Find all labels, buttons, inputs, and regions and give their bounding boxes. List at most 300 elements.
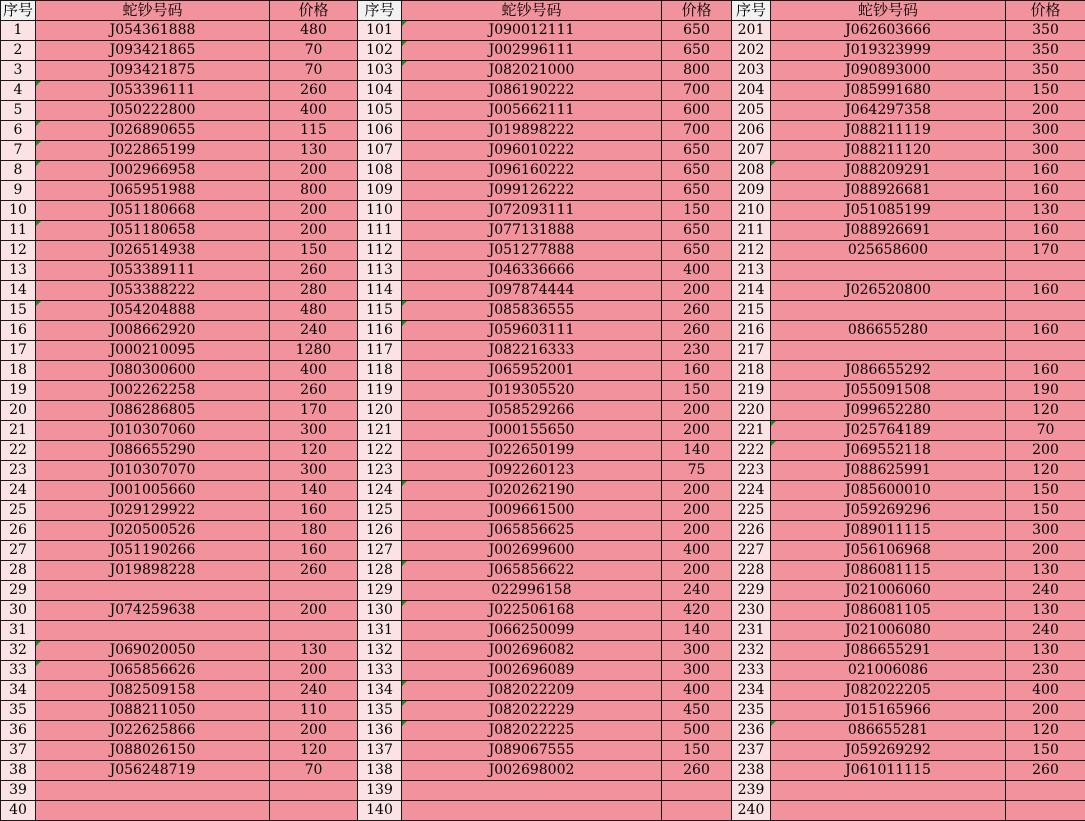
index-cell[interactable]: 113 xyxy=(358,261,402,281)
index-cell[interactable]: 126 xyxy=(358,521,402,541)
price-cell[interactable]: 240 xyxy=(1006,581,1085,601)
serial-number-cell[interactable]: J096160222 xyxy=(402,161,662,181)
serial-number-cell[interactable]: J002696082 xyxy=(402,641,662,661)
price-cell[interactable]: 200 xyxy=(662,281,732,301)
serial-number-cell[interactable]: J088926681 xyxy=(771,181,1006,201)
index-cell[interactable]: 107 xyxy=(358,141,402,161)
price-cell[interactable] xyxy=(270,801,358,821)
index-cell[interactable]: 117 xyxy=(358,341,402,361)
serial-number-cell[interactable]: J050222800 xyxy=(36,101,270,121)
index-cell[interactable]: 128 xyxy=(358,561,402,581)
index-cell[interactable]: 116 xyxy=(358,321,402,341)
price-cell[interactable]: 200 xyxy=(270,161,358,181)
serial-number-cell[interactable]: J055091508 xyxy=(771,381,1006,401)
serial-number-cell[interactable]: J089067555 xyxy=(402,741,662,761)
serial-number-cell[interactable]: J001005660 xyxy=(36,481,270,501)
price-cell[interactable]: 230 xyxy=(662,341,732,361)
index-cell[interactable]: 215 xyxy=(732,301,771,321)
index-cell[interactable]: 236 xyxy=(732,721,771,741)
serial-number-cell[interactable]: 086655280 xyxy=(771,321,1006,341)
price-cell[interactable]: 300 xyxy=(1006,521,1085,541)
serial-number-cell[interactable]: J051180658 xyxy=(36,221,270,241)
serial-number-cell[interactable]: J086081105 xyxy=(771,601,1006,621)
index-cell[interactable]: 15 xyxy=(1,301,36,321)
serial-number-cell[interactable] xyxy=(36,581,270,601)
price-cell[interactable]: 160 xyxy=(270,501,358,521)
price-cell[interactable]: 200 xyxy=(1006,441,1085,461)
price-cell[interactable]: 160 xyxy=(1006,181,1085,201)
price-cell[interactable]: 650 xyxy=(662,21,732,41)
index-cell[interactable]: 138 xyxy=(358,761,402,781)
serial-number-cell[interactable]: J092260123 xyxy=(402,461,662,481)
index-cell[interactable]: 214 xyxy=(732,281,771,301)
serial-number-cell[interactable]: J026520800 xyxy=(771,281,1006,301)
price-cell[interactable]: 115 xyxy=(270,121,358,141)
index-cell[interactable]: 204 xyxy=(732,81,771,101)
index-cell[interactable]: 135 xyxy=(358,701,402,721)
price-cell[interactable]: 300 xyxy=(1006,121,1085,141)
serial-number-cell[interactable]: J088211119 xyxy=(771,121,1006,141)
serial-number-cell[interactable]: J066250099 xyxy=(402,621,662,641)
serial-number-cell[interactable]: J086081115 xyxy=(771,561,1006,581)
price-cell[interactable]: 150 xyxy=(1006,741,1085,761)
serial-number-cell[interactable]: J022506168 xyxy=(402,601,662,621)
index-cell[interactable]: 225 xyxy=(732,501,771,521)
price-cell[interactable]: 350 xyxy=(1006,61,1085,81)
price-cell[interactable]: 70 xyxy=(270,761,358,781)
index-cell[interactable]: 203 xyxy=(732,61,771,81)
serial-number-cell[interactable]: J054204888 xyxy=(36,301,270,321)
serial-number-cell[interactable]: J086655290 xyxy=(36,441,270,461)
serial-number-cell[interactable]: J082022229 xyxy=(402,701,662,721)
index-cell[interactable]: 115 xyxy=(358,301,402,321)
price-cell[interactable]: 260 xyxy=(270,381,358,401)
index-cell[interactable]: 235 xyxy=(732,701,771,721)
serial-number-cell[interactable]: J002696089 xyxy=(402,661,662,681)
serial-number-cell[interactable]: J059269292 xyxy=(771,741,1006,761)
index-cell[interactable]: 120 xyxy=(358,401,402,421)
serial-number-cell[interactable]: J029129922 xyxy=(36,501,270,521)
index-cell[interactable]: 108 xyxy=(358,161,402,181)
price-cell[interactable] xyxy=(1006,261,1085,281)
price-cell[interactable]: 150 xyxy=(270,241,358,261)
price-cell[interactable]: 160 xyxy=(1006,361,1085,381)
index-cell[interactable]: 37 xyxy=(1,741,36,761)
serial-number-cell[interactable]: J019323999 xyxy=(771,41,1006,61)
index-cell[interactable]: 40 xyxy=(1,801,36,821)
price-cell[interactable]: 260 xyxy=(1006,761,1085,781)
serial-number-cell[interactable]: J056248719 xyxy=(36,761,270,781)
index-cell[interactable]: 212 xyxy=(732,241,771,261)
index-cell[interactable]: 139 xyxy=(358,781,402,801)
index-cell[interactable]: 110 xyxy=(358,201,402,221)
header-code[interactable]: 蛇钞号码 xyxy=(402,1,662,21)
serial-number-cell[interactable]: J020262190 xyxy=(402,481,662,501)
index-cell[interactable]: 29 xyxy=(1,581,36,601)
index-cell[interactable]: 226 xyxy=(732,521,771,541)
serial-number-cell[interactable] xyxy=(771,301,1006,321)
serial-number-cell[interactable]: J069552118 xyxy=(771,441,1006,461)
index-cell[interactable]: 202 xyxy=(732,41,771,61)
index-cell[interactable]: 213 xyxy=(732,261,771,281)
index-cell[interactable]: 228 xyxy=(732,561,771,581)
serial-number-cell[interactable]: J005662111 xyxy=(402,101,662,121)
index-cell[interactable]: 124 xyxy=(358,481,402,501)
index-cell[interactable]: 133 xyxy=(358,661,402,681)
index-cell[interactable]: 106 xyxy=(358,121,402,141)
price-cell[interactable]: 450 xyxy=(662,701,732,721)
price-cell[interactable]: 400 xyxy=(270,101,358,121)
index-cell[interactable]: 1 xyxy=(1,21,36,41)
index-cell[interactable]: 14 xyxy=(1,281,36,301)
serial-number-cell[interactable]: J090893000 xyxy=(771,61,1006,81)
price-cell[interactable]: 130 xyxy=(1006,601,1085,621)
price-cell[interactable]: 400 xyxy=(1006,681,1085,701)
serial-number-cell[interactable]: J000155650 xyxy=(402,421,662,441)
index-cell[interactable]: 216 xyxy=(732,321,771,341)
price-cell[interactable]: 160 xyxy=(270,541,358,561)
price-cell[interactable]: 130 xyxy=(1006,641,1085,661)
price-cell[interactable] xyxy=(270,581,358,601)
price-cell[interactable]: 75 xyxy=(662,461,732,481)
header-code[interactable]: 蛇钞号码 xyxy=(36,1,270,21)
index-cell[interactable]: 140 xyxy=(358,801,402,821)
serial-number-cell[interactable]: J026514938 xyxy=(36,241,270,261)
price-cell[interactable]: 260 xyxy=(662,761,732,781)
price-cell[interactable] xyxy=(662,781,732,801)
index-cell[interactable]: 131 xyxy=(358,621,402,641)
price-cell[interactable]: 240 xyxy=(662,581,732,601)
serial-number-cell[interactable]: J059269296 xyxy=(771,501,1006,521)
price-cell[interactable]: 130 xyxy=(1006,201,1085,221)
serial-number-cell[interactable] xyxy=(36,781,270,801)
price-cell[interactable]: 300 xyxy=(270,421,358,441)
index-cell[interactable]: 240 xyxy=(732,801,771,821)
index-cell[interactable]: 17 xyxy=(1,341,36,361)
price-cell[interactable]: 150 xyxy=(662,741,732,761)
price-cell[interactable]: 350 xyxy=(1006,41,1085,61)
index-cell[interactable]: 127 xyxy=(358,541,402,561)
price-cell[interactable]: 650 xyxy=(662,221,732,241)
index-cell[interactable]: 112 xyxy=(358,241,402,261)
serial-number-cell[interactable]: J065856625 xyxy=(402,521,662,541)
serial-number-cell[interactable]: J065952001 xyxy=(402,361,662,381)
serial-number-cell[interactable]: J093421875 xyxy=(36,61,270,81)
index-cell[interactable]: 201 xyxy=(732,21,771,41)
index-cell[interactable]: 9 xyxy=(1,181,36,201)
index-cell[interactable]: 27 xyxy=(1,541,36,561)
serial-number-cell[interactable]: J082022209 xyxy=(402,681,662,701)
price-cell[interactable]: 70 xyxy=(270,41,358,61)
serial-number-cell[interactable]: J053388222 xyxy=(36,281,270,301)
serial-number-cell[interactable]: J074259638 xyxy=(36,601,270,621)
index-cell[interactable]: 26 xyxy=(1,521,36,541)
index-cell[interactable]: 136 xyxy=(358,721,402,741)
serial-number-cell[interactable]: 021006086 xyxy=(771,661,1006,681)
index-cell[interactable]: 137 xyxy=(358,741,402,761)
price-cell[interactable]: 650 xyxy=(662,141,732,161)
index-cell[interactable]: 34 xyxy=(1,681,36,701)
index-cell[interactable]: 7 xyxy=(1,141,36,161)
index-cell[interactable]: 218 xyxy=(732,361,771,381)
index-cell[interactable]: 205 xyxy=(732,101,771,121)
serial-number-cell[interactable]: J002996111 xyxy=(402,41,662,61)
price-cell[interactable]: 700 xyxy=(662,121,732,141)
index-cell[interactable]: 118 xyxy=(358,361,402,381)
serial-number-cell[interactable]: J090012111 xyxy=(402,21,662,41)
serial-number-cell[interactable]: J046336666 xyxy=(402,261,662,281)
index-cell[interactable]: 2 xyxy=(1,41,36,61)
price-cell[interactable]: 200 xyxy=(662,481,732,501)
index-cell[interactable]: 227 xyxy=(732,541,771,561)
index-cell[interactable]: 36 xyxy=(1,721,36,741)
header-price[interactable]: 价格 xyxy=(1006,1,1085,21)
serial-number-cell[interactable]: J025764189 xyxy=(771,421,1006,441)
index-cell[interactable]: 125 xyxy=(358,501,402,521)
price-cell[interactable]: 800 xyxy=(662,61,732,81)
index-cell[interactable]: 30 xyxy=(1,601,36,621)
price-cell[interactable]: 300 xyxy=(662,641,732,661)
price-cell[interactable]: 420 xyxy=(662,601,732,621)
serial-number-cell[interactable]: J088209291 xyxy=(771,161,1006,181)
serial-number-cell[interactable]: J085836555 xyxy=(402,301,662,321)
index-cell[interactable]: 119 xyxy=(358,381,402,401)
price-cell[interactable]: 240 xyxy=(1006,621,1085,641)
header-index[interactable]: 序号 xyxy=(732,1,771,21)
serial-number-cell[interactable]: J059603111 xyxy=(402,321,662,341)
index-cell[interactable]: 18 xyxy=(1,361,36,381)
index-cell[interactable]: 209 xyxy=(732,181,771,201)
index-cell[interactable]: 114 xyxy=(358,281,402,301)
index-cell[interactable]: 12 xyxy=(1,241,36,261)
index-cell[interactable]: 25 xyxy=(1,501,36,521)
price-cell[interactable]: 240 xyxy=(270,321,358,341)
index-cell[interactable]: 239 xyxy=(732,781,771,801)
price-cell[interactable]: 200 xyxy=(1006,541,1085,561)
index-cell[interactable]: 230 xyxy=(732,601,771,621)
index-cell[interactable]: 23 xyxy=(1,461,36,481)
index-cell[interactable]: 121 xyxy=(358,421,402,441)
price-cell[interactable]: 200 xyxy=(270,661,358,681)
price-cell[interactable] xyxy=(1006,341,1085,361)
serial-number-cell[interactable]: J009661500 xyxy=(402,501,662,521)
price-cell[interactable]: 200 xyxy=(662,561,732,581)
price-cell[interactable] xyxy=(662,801,732,821)
serial-number-cell[interactable]: J065951988 xyxy=(36,181,270,201)
price-cell[interactable]: 300 xyxy=(1006,141,1085,161)
price-cell[interactable]: 120 xyxy=(1006,401,1085,421)
serial-number-cell[interactable]: J099126222 xyxy=(402,181,662,201)
price-cell[interactable]: 160 xyxy=(662,361,732,381)
index-cell[interactable]: 207 xyxy=(732,141,771,161)
serial-number-cell[interactable]: J053389111 xyxy=(36,261,270,281)
serial-number-cell[interactable]: J022865199 xyxy=(36,141,270,161)
serial-number-cell[interactable]: J002262258 xyxy=(36,381,270,401)
serial-number-cell[interactable]: J002699600 xyxy=(402,541,662,561)
price-cell[interactable]: 200 xyxy=(270,721,358,741)
serial-number-cell[interactable]: J056106968 xyxy=(771,541,1006,561)
serial-number-cell[interactable]: J085991680 xyxy=(771,81,1006,101)
serial-number-cell[interactable]: J086190222 xyxy=(402,81,662,101)
serial-number-cell[interactable] xyxy=(771,341,1006,361)
serial-number-cell[interactable]: J086655291 xyxy=(771,641,1006,661)
serial-number-cell[interactable]: J019305520 xyxy=(402,381,662,401)
index-cell[interactable]: 103 xyxy=(358,61,402,81)
price-cell[interactable]: 160 xyxy=(1006,221,1085,241)
header-price[interactable]: 价格 xyxy=(662,1,732,21)
serial-number-cell[interactable]: J054361888 xyxy=(36,21,270,41)
index-cell[interactable]: 22 xyxy=(1,441,36,461)
price-cell[interactable]: 140 xyxy=(270,481,358,501)
index-cell[interactable]: 32 xyxy=(1,641,36,661)
serial-number-cell[interactable]: J002698002 xyxy=(402,761,662,781)
price-cell[interactable]: 130 xyxy=(270,641,358,661)
index-cell[interactable]: 28 xyxy=(1,561,36,581)
price-cell[interactable]: 350 xyxy=(1006,21,1085,41)
index-cell[interactable]: 217 xyxy=(732,341,771,361)
index-cell[interactable]: 234 xyxy=(732,681,771,701)
price-cell[interactable]: 260 xyxy=(662,321,732,341)
price-cell[interactable]: 200 xyxy=(270,601,358,621)
price-cell[interactable]: 400 xyxy=(662,541,732,561)
serial-number-cell[interactable]: J021006060 xyxy=(771,581,1006,601)
serial-number-cell[interactable]: J051085199 xyxy=(771,201,1006,221)
serial-number-cell[interactable]: J062603666 xyxy=(771,21,1006,41)
price-cell[interactable]: 170 xyxy=(1006,241,1085,261)
serial-number-cell[interactable]: J002966958 xyxy=(36,161,270,181)
serial-number-cell[interactable]: J065856626 xyxy=(36,661,270,681)
price-cell[interactable]: 500 xyxy=(662,721,732,741)
price-cell[interactable]: 650 xyxy=(662,161,732,181)
serial-number-cell[interactable] xyxy=(771,781,1006,801)
serial-number-cell[interactable]: J086655292 xyxy=(771,361,1006,381)
serial-number-cell[interactable]: J093421865 xyxy=(36,41,270,61)
index-cell[interactable]: 129 xyxy=(358,581,402,601)
serial-number-cell[interactable]: J082022205 xyxy=(771,681,1006,701)
price-cell[interactable]: 160 xyxy=(1006,281,1085,301)
index-cell[interactable]: 232 xyxy=(732,641,771,661)
serial-number-cell[interactable]: J065856622 xyxy=(402,561,662,581)
price-cell[interactable]: 150 xyxy=(662,201,732,221)
index-cell[interactable]: 105 xyxy=(358,101,402,121)
price-cell[interactable]: 120 xyxy=(1006,461,1085,481)
serial-number-cell[interactable]: J051180668 xyxy=(36,201,270,221)
serial-number-cell[interactable]: J085600010 xyxy=(771,481,1006,501)
serial-number-cell[interactable]: J022625866 xyxy=(36,721,270,741)
index-cell[interactable]: 13 xyxy=(1,261,36,281)
serial-number-cell[interactable]: J010307070 xyxy=(36,461,270,481)
index-cell[interactable]: 221 xyxy=(732,421,771,441)
price-cell[interactable]: 150 xyxy=(1006,81,1085,101)
price-cell[interactable]: 140 xyxy=(662,441,732,461)
price-cell[interactable]: 200 xyxy=(662,521,732,541)
price-cell[interactable]: 230 xyxy=(1006,661,1085,681)
index-cell[interactable]: 220 xyxy=(732,401,771,421)
price-cell[interactable]: 480 xyxy=(270,21,358,41)
serial-number-cell[interactable]: J019898222 xyxy=(402,121,662,141)
price-cell[interactable]: 160 xyxy=(1006,321,1085,341)
serial-number-cell[interactable]: J082509158 xyxy=(36,681,270,701)
index-cell[interactable]: 238 xyxy=(732,761,771,781)
index-cell[interactable]: 24 xyxy=(1,481,36,501)
index-cell[interactable]: 222 xyxy=(732,441,771,461)
index-cell[interactable]: 39 xyxy=(1,781,36,801)
price-cell[interactable]: 160 xyxy=(1006,161,1085,181)
index-cell[interactable]: 132 xyxy=(358,641,402,661)
index-cell[interactable]: 223 xyxy=(732,461,771,481)
price-cell[interactable]: 110 xyxy=(270,701,358,721)
index-cell[interactable]: 33 xyxy=(1,661,36,681)
serial-number-cell[interactable]: J089011115 xyxy=(771,521,1006,541)
price-cell[interactable]: 650 xyxy=(662,241,732,261)
serial-number-cell[interactable]: J088211050 xyxy=(36,701,270,721)
price-cell[interactable]: 130 xyxy=(270,141,358,161)
serial-number-cell[interactable]: J088026150 xyxy=(36,741,270,761)
serial-number-cell[interactable]: J082022225 xyxy=(402,721,662,741)
index-cell[interactable]: 101 xyxy=(358,21,402,41)
index-cell[interactable]: 123 xyxy=(358,461,402,481)
price-cell[interactable]: 300 xyxy=(662,661,732,681)
index-cell[interactable]: 35 xyxy=(1,701,36,721)
index-cell[interactable]: 211 xyxy=(732,221,771,241)
serial-number-cell[interactable] xyxy=(36,621,270,641)
price-cell[interactable]: 280 xyxy=(270,281,358,301)
price-cell[interactable]: 400 xyxy=(662,261,732,281)
index-cell[interactable]: 111 xyxy=(358,221,402,241)
price-cell[interactable]: 260 xyxy=(270,261,358,281)
price-cell[interactable] xyxy=(270,781,358,801)
price-cell[interactable]: 300 xyxy=(270,461,358,481)
serial-number-cell[interactable]: J097874444 xyxy=(402,281,662,301)
serial-number-cell[interactable]: 086655281 xyxy=(771,721,1006,741)
price-cell[interactable]: 700 xyxy=(662,81,732,101)
price-cell[interactable]: 400 xyxy=(662,681,732,701)
price-cell[interactable]: 120 xyxy=(270,741,358,761)
price-cell[interactable]: 120 xyxy=(1006,721,1085,741)
serial-number-cell[interactable] xyxy=(36,801,270,821)
serial-number-cell[interactable]: J008662920 xyxy=(36,321,270,341)
serial-number-cell[interactable]: J082216333 xyxy=(402,341,662,361)
header-index[interactable]: 序号 xyxy=(1,1,36,21)
price-cell[interactable]: 200 xyxy=(662,501,732,521)
index-cell[interactable]: 31 xyxy=(1,621,36,641)
price-cell[interactable]: 260 xyxy=(662,301,732,321)
serial-number-cell[interactable]: J088926691 xyxy=(771,221,1006,241)
serial-number-cell[interactable]: J020500526 xyxy=(36,521,270,541)
serial-number-cell[interactable]: J000210095 xyxy=(36,341,270,361)
serial-number-cell[interactable]: J080300600 xyxy=(36,361,270,381)
index-cell[interactable]: 109 xyxy=(358,181,402,201)
price-cell[interactable]: 120 xyxy=(270,441,358,461)
price-cell[interactable]: 200 xyxy=(662,401,732,421)
serial-number-cell[interactable]: J077131888 xyxy=(402,221,662,241)
price-cell[interactable]: 150 xyxy=(1006,481,1085,501)
index-cell[interactable]: 237 xyxy=(732,741,771,761)
index-cell[interactable]: 229 xyxy=(732,581,771,601)
price-cell[interactable]: 180 xyxy=(270,521,358,541)
index-cell[interactable]: 19 xyxy=(1,381,36,401)
serial-number-cell[interactable]: J053396111 xyxy=(36,81,270,101)
price-cell[interactable]: 1280 xyxy=(270,341,358,361)
serial-number-cell[interactable]: J099652280 xyxy=(771,401,1006,421)
serial-number-cell[interactable]: J064297358 xyxy=(771,101,1006,121)
price-cell[interactable]: 200 xyxy=(1006,101,1085,121)
index-cell[interactable]: 4 xyxy=(1,81,36,101)
serial-number-cell[interactable]: J010307060 xyxy=(36,421,270,441)
price-cell[interactable] xyxy=(270,621,358,641)
index-cell[interactable]: 122 xyxy=(358,441,402,461)
price-cell[interactable]: 260 xyxy=(270,561,358,581)
